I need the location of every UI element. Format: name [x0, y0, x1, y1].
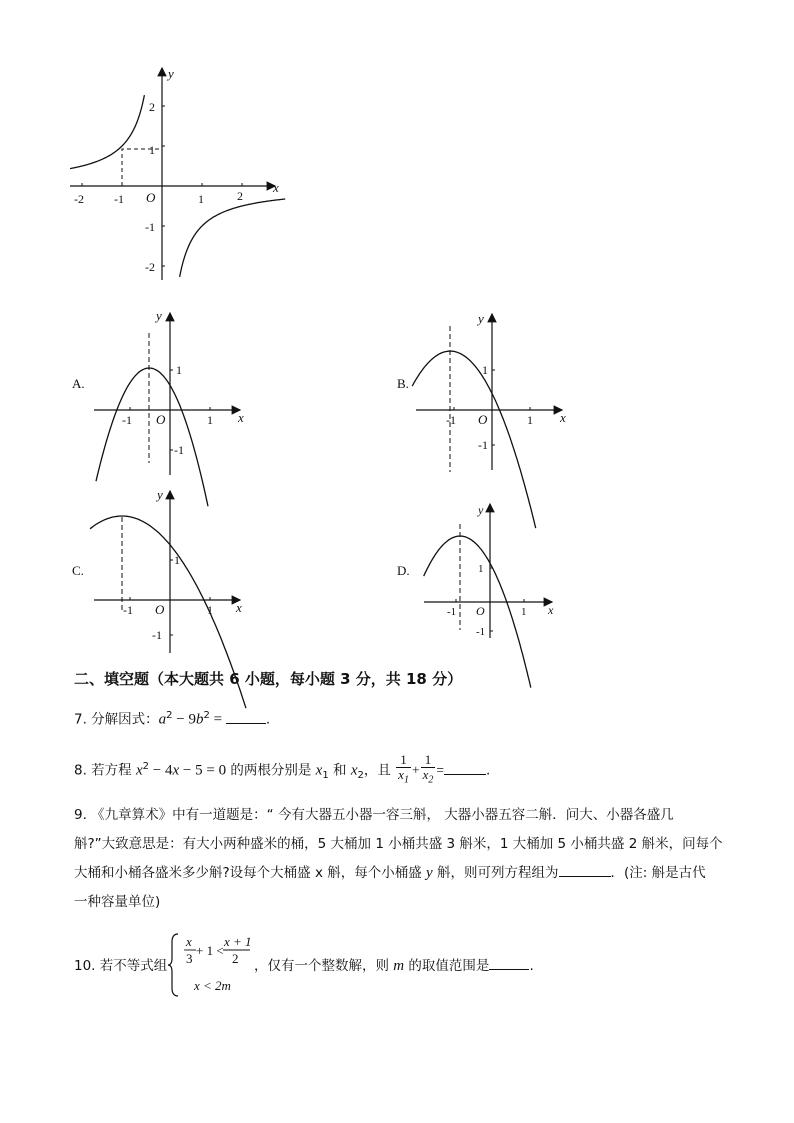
- answer-blank[interactable]: [559, 862, 611, 877]
- svg-text:1: 1: [174, 553, 180, 567]
- top-hyperbola-figure: [60, 62, 300, 287]
- svg-text:+ 1 <: + 1 <: [196, 943, 224, 958]
- option-b-graph[interactable]: [412, 310, 572, 475]
- question-9-line: 9. 《九章算术》中有一道题是：“ 今有大器五小器一容三斛， 大器小器五容二斛．问大、小器各盛几: [74, 807, 674, 823]
- svg-text:x: x: [238, 410, 244, 425]
- question-9: [74, 801, 734, 917]
- svg-text:1: 1: [176, 363, 182, 377]
- svg-text:O: O: [478, 412, 488, 427]
- svg-text:-1: -1: [446, 413, 456, 427]
- x-axis-label: x: [273, 180, 279, 195]
- svg-text:3: 3: [186, 951, 193, 966]
- svg-text:x: x: [548, 603, 554, 617]
- left-brace: [168, 934, 178, 996]
- inequality-system: [168, 932, 268, 998]
- svg-text:-1: -1: [152, 628, 162, 642]
- option-b-label[interactable]: B.: [397, 376, 409, 391]
- option-d-graph[interactable]: [420, 500, 560, 640]
- answer-blank[interactable]: [226, 709, 266, 724]
- question-9-line: 一种容量单位): [74, 894, 161, 910]
- svg-text:y: y: [478, 311, 484, 326]
- svg-text:1: 1: [207, 603, 213, 617]
- svg-text:x < 2m: x < 2m: [194, 978, 231, 993]
- dashed-guide: [122, 149, 162, 186]
- x-tick-label: -1: [114, 192, 124, 206]
- section-title: 二、填空题（本大题共 6 小题，每小题 3 分，共 18 分）: [74, 670, 463, 688]
- option-c-graph[interactable]: [90, 485, 250, 655]
- question-10-tail: ，仅有一个整数解，则 m 的取值范围是 .: [254, 952, 534, 981]
- fraction: $\frac{1}{x_2}$: [422, 752, 434, 786]
- svg-text:1: 1: [527, 413, 533, 427]
- question-8: 8. 若方程 $x^2 - 4x - 5 = 0$ 的两根分别是 $x_1$ 和 $x_2$，且 $\frac{1}{x_1}$ + $\frac{1}{x_2}$ = .: [74, 752, 491, 786]
- svg-text:O: O: [476, 604, 485, 618]
- svg-text:O: O: [156, 412, 166, 427]
- x-tick-label: 2: [237, 189, 243, 203]
- question-9-line: 斛?”大致意思是：有大小两种盛米的桶，5 大桶加 1 小桶共盛 3 斛米，1 大桶加 5 小桶共盛 2 斛米，问每个: [74, 836, 723, 852]
- y-tick-label: -1: [145, 220, 155, 234]
- x-tick-label: 1: [198, 192, 204, 206]
- option-a-label[interactable]: A.: [72, 376, 85, 391]
- question-10: 10. 若不等式组: [74, 958, 168, 974]
- y-tick-label: 2: [149, 100, 155, 114]
- svg-text:y: y: [478, 503, 484, 517]
- y-tick-label: -2: [145, 260, 155, 274]
- svg-text:1: 1: [521, 606, 527, 618]
- svg-text:1: 1: [478, 563, 484, 575]
- fraction: $\frac{1}{x_1}$: [398, 752, 409, 786]
- svg-text:x: x: [560, 410, 566, 425]
- svg-text:-1: -1: [122, 413, 132, 427]
- answer-blank[interactable]: [489, 955, 529, 970]
- answer-blank[interactable]: [444, 760, 486, 775]
- question-7: 7. 分解因式：$a^2 - 9b^2$ = .: [74, 710, 271, 728]
- option-c-label[interactable]: C.: [72, 563, 84, 578]
- svg-text:-1: -1: [447, 606, 457, 618]
- y-tick-label: 1: [149, 143, 155, 157]
- svg-text:x: x: [186, 934, 192, 949]
- svg-text:x + 1: x + 1: [224, 934, 252, 949]
- question-9-line: 大桶和小桶各盛米多少斛?设每个大桶盛 x 斛，每个小桶盛 y 斛，则可列方程组为 ．(注: 斛是古代: [74, 859, 734, 888]
- hyperbola-left-branch: [70, 95, 144, 169]
- svg-text:O: O: [155, 602, 165, 617]
- svg-text:2: 2: [232, 951, 239, 966]
- svg-text:-1: -1: [174, 443, 184, 457]
- svg-text:y: y: [157, 487, 163, 502]
- option-d-label[interactable]: D.: [397, 563, 410, 578]
- svg-text:1: 1: [482, 363, 488, 377]
- svg-text:x: x: [236, 600, 242, 615]
- svg-text:-1: -1: [478, 438, 488, 452]
- origin-label: O: [146, 190, 156, 205]
- svg-text:-1: -1: [123, 603, 133, 617]
- y-axis-label: y: [168, 66, 174, 81]
- hyperbola-right-branch: [180, 199, 286, 277]
- svg-text:1: 1: [207, 413, 213, 427]
- x-tick-label: -2: [74, 192, 84, 206]
- svg-text:-1: -1: [476, 626, 486, 638]
- svg-text:y: y: [156, 308, 162, 323]
- option-a-graph[interactable]: [90, 305, 260, 480]
